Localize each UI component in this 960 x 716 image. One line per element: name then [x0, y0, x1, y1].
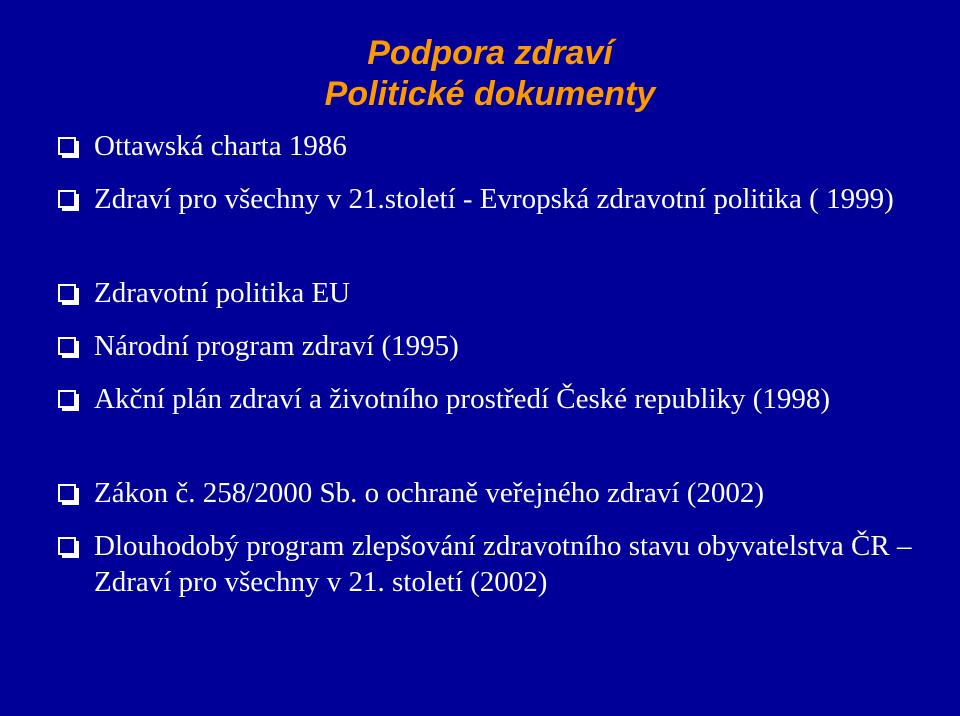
checkbox-bullet-icon [58, 484, 76, 502]
bullet-item [58, 528, 918, 600]
checkbox-bullet-icon [58, 390, 76, 408]
bullet-item [58, 275, 918, 311]
bullet-item [58, 328, 918, 364]
slide-title: Podpora zdraví [367, 34, 613, 72]
bullet-text: Akční plán zdraví a životního prostředí České republiky (1998) [94, 383, 831, 415]
bullet-text: Zákon č. 258/2000 Sb. o ochraně veřejného zdraví (2002) [94, 477, 765, 509]
bullet-text: Národní program zdraví (1995) [94, 330, 459, 362]
bullet-text: Zdravotní politika EU [94, 277, 351, 309]
bullet-item [58, 475, 918, 511]
checkbox-bullet-icon [58, 537, 76, 555]
bullet-text: Dlouhodobý program zlepšování zdravotního stavu obyvatelstva ČR – Zdraví pro všechny v 21. století (2002) [94, 530, 912, 598]
checkbox-bullet-icon [58, 284, 76, 302]
bullet-text: Ottawská charta 1986 [94, 130, 347, 162]
bullet-item [58, 128, 918, 164]
bullet-text: Zdraví pro všechny v 21.století - Evropská zdravotní politika ( 1999) [94, 183, 894, 215]
checkbox-bullet-icon [58, 190, 76, 208]
checkbox-bullet-icon [58, 137, 76, 155]
bullet-item [58, 181, 918, 217]
slide-subtitle: Politické dokumenty [324, 75, 656, 113]
checkbox-bullet-icon [58, 337, 76, 355]
bullet-item [58, 381, 918, 417]
